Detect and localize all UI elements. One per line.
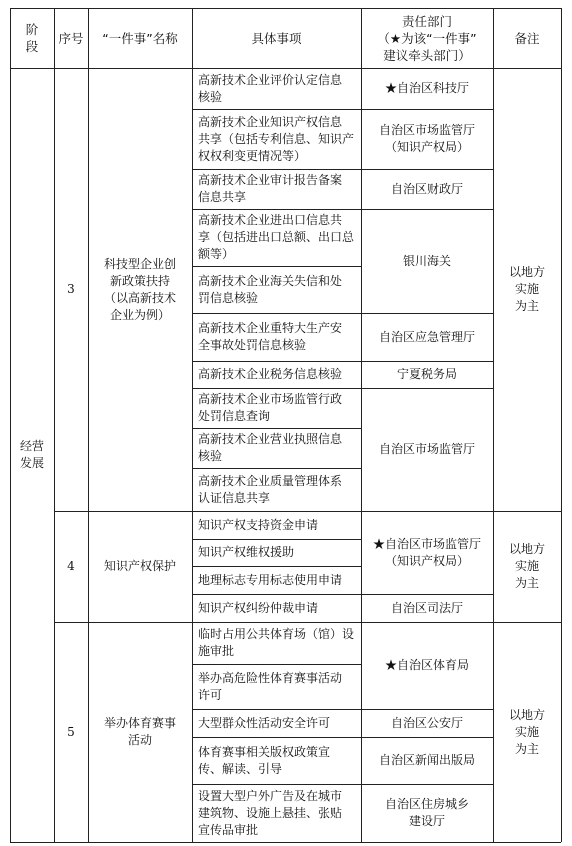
dept-3-7: 自治区市场监管厅 <box>378 442 475 456</box>
dept-3-5: 自治区应急管理厅 <box>378 329 475 344</box>
item-3-5: 高新技术企业海关失信和处 罚信息核验 <box>198 273 343 305</box>
dept-3-2: 自治区市场监管厅 （知识产权局） <box>378 123 475 154</box>
item-4-1: 知识产权支持资金申请 <box>198 517 319 532</box>
item-3-4: 高新技术企业进出口信息共 享（包括进出口总额、出口总 额等） <box>198 213 355 261</box>
item-5-2: 举办高危险性体育赛事活动 许可 <box>198 670 343 702</box>
item-5-1: 临时占用公共体育场（馆）设 施审批 <box>198 627 355 658</box>
group-5-name: 举办体育赛事 活动 <box>103 716 176 747</box>
item-4-4: 知识产权纠纷仲裁申请 <box>198 600 319 615</box>
dept-3-3: 自治区财政厅 <box>390 181 463 196</box>
dept-5-3: 自治区新闻出版局 <box>378 753 475 767</box>
stage-label: 经营 发展 <box>19 439 44 470</box>
group-3-note: 以地方 实施 为主 <box>508 265 545 313</box>
header-name: “一件事”名称 <box>102 30 178 46</box>
dept-5-1: ★自治区体育局 <box>384 658 469 672</box>
item-5-5: 设置大型户外广告及在城市 建筑物、设施上悬挂、张贴 宣传品审批 <box>198 788 343 837</box>
dept-3-6: 宁夏税务局 <box>396 367 457 381</box>
item-4-3: 地理标志专用标志使用申请 <box>198 572 343 587</box>
item-3-2: 高新技术企业知识产权信息 共享（包括专利信息、知识产 权权利变更情况等） <box>198 114 355 163</box>
item-5-3: 大型群众性活动安全许可 <box>198 715 331 730</box>
grid-line-vertical <box>561 8 562 842</box>
grid-line-horizontal <box>10 842 561 843</box>
item-3-1: 高新技术企业评价认定信息 核验 <box>198 72 343 104</box>
item-3-7: 高新技术企业税务信息核验 <box>198 367 343 381</box>
item-3-3: 高新技术企业审计报告备案 信息共享 <box>198 173 343 204</box>
group-5-seq: 5 <box>67 724 75 739</box>
dept-3-4: 银川海关 <box>402 253 451 268</box>
header-stage: 阶 段 <box>25 22 39 54</box>
item-3-8: 高新技术企业市场监管行政 处罚信息查询 <box>198 392 343 423</box>
group-3-name: 科技型企业创 新政策扶持 （以高新技术 企业为例） <box>103 256 176 322</box>
item-3-9: 高新技术企业营业执照信息 核验 <box>198 432 343 463</box>
item-3-10: 高新技术企业质量管理体系 认证信息共享 <box>198 473 343 505</box>
group-4-name: 知识产权保护 <box>103 559 176 573</box>
dept-5-2: 自治区公安厅 <box>390 715 463 730</box>
header-dept: 责任部门 （★为该“一件事” 建议牵头部门） <box>377 13 477 63</box>
header-note: 备注 <box>514 30 540 46</box>
item-4-2: 知识产权维权援助 <box>198 545 295 559</box>
dept-5-4: 自治区住房城乡 建设厅 <box>384 797 469 828</box>
item-5-4: 体育赛事相关版权政策宣 传、解读、引导 <box>198 744 331 776</box>
header-seq: 序号 <box>58 30 84 46</box>
header-items: 具体事项 <box>251 30 302 46</box>
item-3-6: 高新技术企业重特大生产安 全事故处罚信息核验 <box>198 321 343 352</box>
group-5-note: 以地方 实施 为主 <box>508 707 545 756</box>
group-3-seq: 3 <box>67 282 75 296</box>
group-4-seq: 4 <box>67 559 75 573</box>
dept-4-2: 自治区司法厅 <box>390 600 463 615</box>
dept-3-1: ★自治区科技厅 <box>384 81 469 95</box>
group-4-note: 以地方 实施 为主 <box>508 542 545 590</box>
dept-4-1: ★自治区市场监管厅 （知识产权局） <box>372 536 481 568</box>
